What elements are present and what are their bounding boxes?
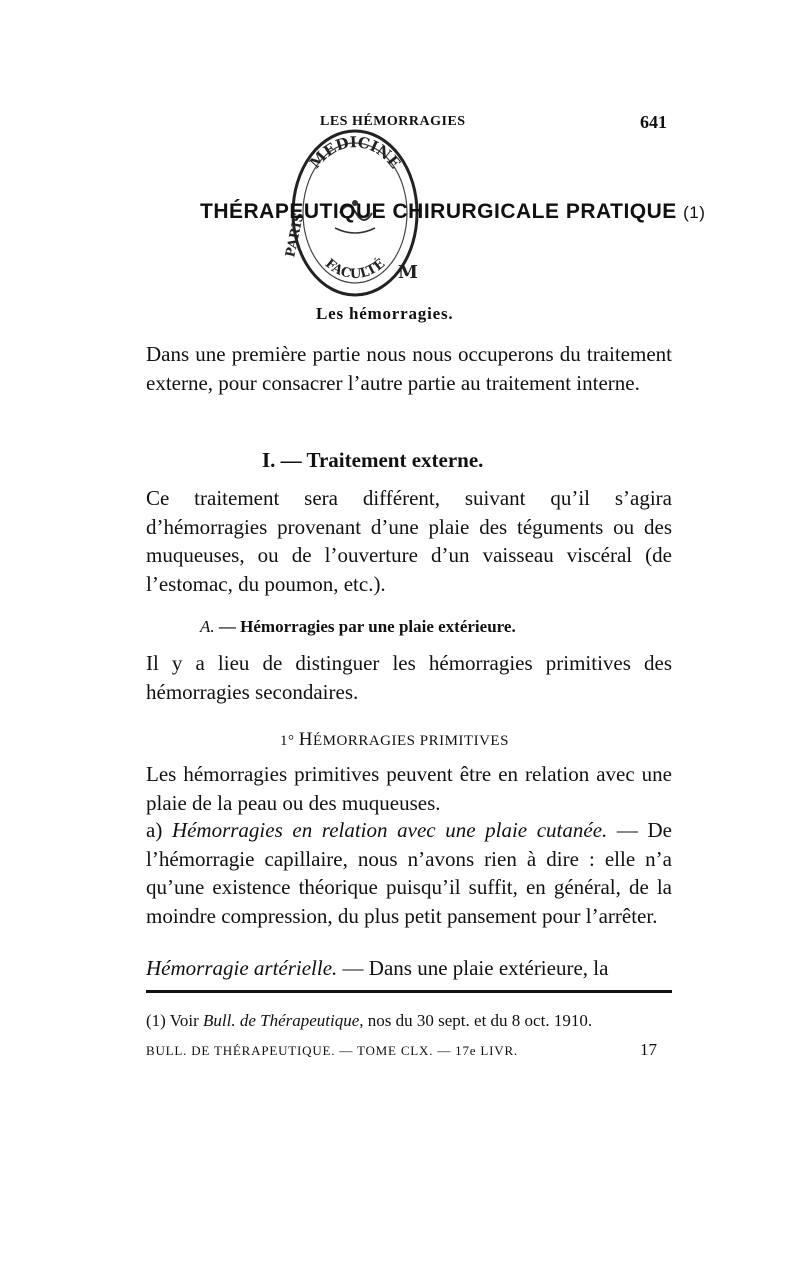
paragraph-5	[146, 816, 672, 930]
footnote-rule	[146, 990, 672, 993]
subsection-letter: A.	[200, 617, 215, 636]
primitive-title: ÉMORRAGIES PRIMITIVES	[312, 733, 509, 749]
svg-text:MEDICINE	[306, 133, 404, 172]
title-footnote-ref: (1)	[683, 203, 706, 222]
stamp-text-bottom: FACULTÉ	[321, 256, 389, 283]
primitive-number: 1°	[280, 733, 295, 749]
subsection-title: — Hémorragies par une plaie extérieure.	[218, 617, 516, 636]
stamp-text-top: MEDICINE	[305, 133, 405, 173]
paragraph-4: Les hémorragies primitives peuvent être en relation avec une plaie de la peau ou des muqueuses.	[146, 762, 672, 815]
section-heading: I. — Traitement externe.	[262, 448, 484, 472]
footnote-journal: Bull. de Thérapeutique,	[203, 1011, 364, 1030]
intro-paragraph: Dans une première partie nous nous occuperons du traitement externe, pour consacrer l’autre partie au traitement interne.	[146, 342, 672, 395]
page-number: 641	[640, 112, 667, 132]
article-title	[200, 200, 705, 224]
stamp-monogram: M	[398, 262, 418, 283]
subsection-heading	[200, 617, 516, 637]
primitive-initial: H	[298, 729, 313, 750]
article-subtitle: Les hémorragies.	[316, 304, 454, 323]
running-head: LES HÉMORRAGIES	[320, 114, 466, 129]
p6-text: — Dans une plaie extérieure, la	[342, 956, 609, 980]
footnote-text: nos du 30 sept. et du 8 oct. 1910.	[367, 1011, 593, 1030]
p5-text: — De l’hémorragie capillaire, nous n’avons rien à dire : elle n’a qu’une existence théorique puisqu’il suffit, en général, de la moindre compression, du plus petit pansement pour l’arrêter.	[146, 818, 672, 928]
footnote	[146, 1011, 592, 1031]
paragraph-3: Il y a lieu de distinguer les hémorragies primitives des hémorragies secondaires.	[146, 651, 672, 704]
primitive-heading	[280, 729, 509, 751]
paragraph-6	[146, 954, 672, 983]
paragraph-2: Ce traitement sera différent, suivant qu’il s’agira d’hémorragies provenant d’une plaie des téguments ou des muqueuses, ou de l’ouverture d’un vaisseau viscéral (de l’estomac, du poumon, etc.).	[146, 486, 672, 596]
p6-italic: Hémorragie artérielle.	[146, 956, 338, 980]
footnote-marker: (1) Voir	[146, 1011, 199, 1030]
p5-italic: Hémorragies en relation avec une plaie cutanée.	[171, 818, 608, 842]
stamp-text-left: PARIS	[283, 211, 308, 259]
sheet-number: 17	[640, 1040, 657, 1059]
p5-label: a)	[146, 818, 163, 842]
signature-line: BULL. DE THÉRAPEUTIQUE. — TOME CLX. — 17e LIVR.	[146, 1043, 518, 1058]
svg-text:FACULTÉ	[322, 255, 388, 282]
title-main: THÉRAPEUTIQUE CHIRURGICALE PRATIQUE	[200, 200, 677, 223]
